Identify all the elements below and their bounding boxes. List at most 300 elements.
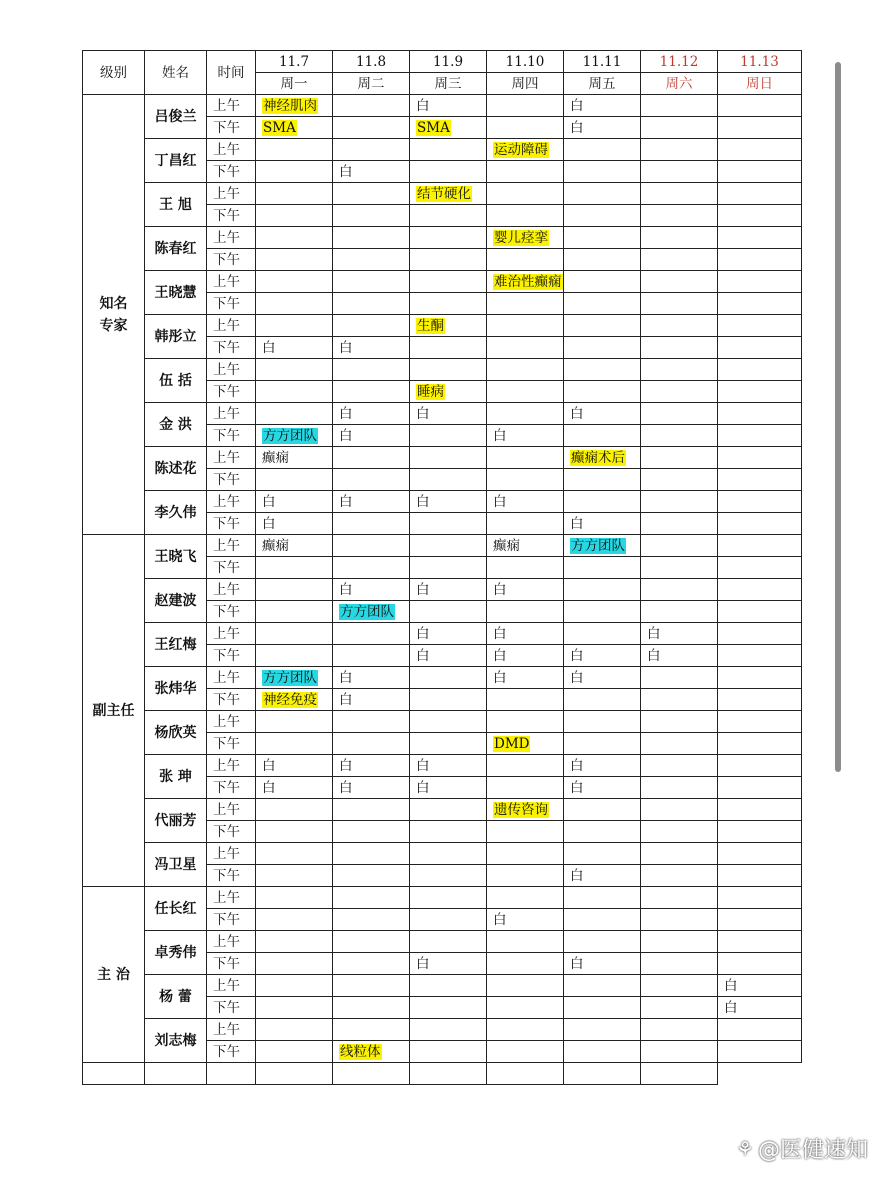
empty-cell <box>487 1063 564 1085</box>
schedule-cell <box>256 931 333 953</box>
schedule-row <box>83 183 802 205</box>
header-date-row <box>83 51 802 73</box>
schedule-row <box>83 579 802 601</box>
schedule-cell-text: 睡病 <box>417 383 444 400</box>
schedule-cell <box>333 821 410 843</box>
schedule-cell <box>256 953 333 975</box>
schedule-cell <box>718 821 802 843</box>
schedule-cell <box>564 1019 641 1041</box>
schedule-cell-text: 白 <box>262 493 276 510</box>
empty-cell <box>333 1063 410 1085</box>
schedule-cell <box>256 337 333 359</box>
time-slot-label: 下午 <box>207 777 256 799</box>
schedule-cell <box>256 447 333 469</box>
schedule-cell <box>641 865 718 887</box>
schedule-cell <box>333 139 410 161</box>
time-slot-label: 下午 <box>207 249 256 271</box>
time-slot-label: 上午 <box>207 623 256 645</box>
schedule-cell <box>256 227 333 249</box>
schedule-cell <box>487 623 564 645</box>
schedule-cell-text: 白 <box>493 647 507 664</box>
schedule-cell <box>487 95 564 117</box>
time-slot-label: 上午 <box>207 271 256 293</box>
schedule-cell-text: 方方团队 <box>340 603 394 620</box>
schedule-cell-text: 白 <box>570 647 584 664</box>
time-slot-label: 上午 <box>207 1019 256 1041</box>
schedule-cell <box>410 117 487 139</box>
schedule-cell <box>487 821 564 843</box>
schedule-cell-text: 白 <box>339 163 353 180</box>
schedule-cell <box>410 315 487 337</box>
schedule-cell <box>333 579 410 601</box>
schedule-cell <box>256 821 333 843</box>
schedule-cell-text: 白 <box>339 757 353 774</box>
time-slot-label: 上午 <box>207 799 256 821</box>
time-slot-label: 下午 <box>207 425 256 447</box>
schedule-cell <box>256 513 333 535</box>
schedule-cell-text: 难治性癫痫 <box>494 273 562 290</box>
schedule-cell-text: 白 <box>724 977 738 994</box>
schedule-cell <box>718 183 802 205</box>
schedule-cell-text: 白 <box>570 779 584 796</box>
schedule-cell <box>256 293 333 315</box>
schedule-cell <box>333 1019 410 1041</box>
time-slot-label: 上午 <box>207 139 256 161</box>
schedule-cell <box>256 557 333 579</box>
schedule-cell-text: 白 <box>724 999 738 1016</box>
schedule-cell <box>410 711 487 733</box>
schedule-cell <box>718 667 802 689</box>
schedule-cell <box>718 1041 802 1063</box>
schedule-cell <box>641 909 718 931</box>
schedule-cell-text: 癫痫 <box>493 537 520 554</box>
schedule-cell <box>410 557 487 579</box>
schedule-cell-text: 白 <box>647 647 661 664</box>
schedule-row <box>83 975 802 997</box>
schedule-cell <box>256 469 333 491</box>
schedule-cell <box>487 953 564 975</box>
schedule-cell <box>564 997 641 1019</box>
doctor-name: 陈述花 <box>145 447 207 491</box>
schedule-cell-text: 白 <box>647 625 661 642</box>
schedule-cell <box>718 755 802 777</box>
schedule-cell-text: 白 <box>339 669 353 686</box>
schedule-cell <box>333 403 410 425</box>
schedule-cell-text: 结节硬化 <box>417 185 471 202</box>
schedule-cell <box>718 689 802 711</box>
schedule-cell <box>410 777 487 799</box>
schedule-cell <box>487 469 564 491</box>
schedule-cell <box>564 645 641 667</box>
schedule-cell <box>256 95 333 117</box>
schedule-cell <box>410 887 487 909</box>
schedule-cell <box>641 843 718 865</box>
schedule-cell <box>410 425 487 447</box>
schedule-cell-text: 白 <box>416 625 430 642</box>
doctor-name: 冯卫星 <box>145 843 207 887</box>
schedule-cell <box>718 117 802 139</box>
schedule-cell <box>333 711 410 733</box>
schedule-cell <box>256 865 333 887</box>
doctor-name: 王红梅 <box>145 623 207 667</box>
schedule-cell <box>410 359 487 381</box>
schedule-cell <box>256 249 333 271</box>
schedule-cell <box>564 623 641 645</box>
schedule-cell-text: 白 <box>416 493 430 510</box>
schedule-cell <box>333 337 410 359</box>
schedule-cell <box>487 887 564 909</box>
schedule-cell <box>718 271 802 293</box>
schedule-cell <box>718 909 802 931</box>
schedule-cell <box>333 777 410 799</box>
schedule-cell <box>333 161 410 183</box>
schedule-cell <box>718 425 802 447</box>
schedule-cell <box>487 337 564 359</box>
schedule-cell <box>256 843 333 865</box>
schedule-cell-text: 神经肌肉 <box>263 97 317 114</box>
doctor-name: 吕俊兰 <box>145 95 207 139</box>
schedule-cell <box>410 227 487 249</box>
doctor-name: 王晓飞 <box>145 535 207 579</box>
schedule-cell-text: 方方团队 <box>263 427 317 444</box>
schedule-row <box>83 623 802 645</box>
schedule-cell <box>718 799 802 821</box>
schedule-cell-text: 白 <box>262 515 276 532</box>
schedule-cell <box>333 513 410 535</box>
schedule-cell-text: 白 <box>570 119 584 136</box>
schedule-cell <box>410 645 487 667</box>
schedule-cell <box>564 931 641 953</box>
empty-cell <box>83 1063 145 1085</box>
schedule-cell-text: 白 <box>416 779 430 796</box>
schedule-cell <box>333 425 410 447</box>
schedule-cell <box>564 249 641 271</box>
schedule-cell-text: 白 <box>416 97 430 114</box>
schedule-cell <box>333 293 410 315</box>
doctor-name: 陈春红 <box>145 227 207 271</box>
schedule-cell <box>718 403 802 425</box>
schedule-cell-text: DMD <box>494 735 530 752</box>
schedule-cell <box>718 579 802 601</box>
schedule-cell <box>410 975 487 997</box>
schedule-cell <box>564 667 641 689</box>
time-slot-label: 上午 <box>207 755 256 777</box>
schedule-cell <box>641 117 718 139</box>
schedule-cell <box>410 799 487 821</box>
schedule-cell <box>410 535 487 557</box>
doctor-name: 代丽芳 <box>145 799 207 843</box>
schedule-cell <box>641 227 718 249</box>
schedule-cell <box>256 777 333 799</box>
schedule-table <box>82 50 802 1085</box>
schedule-cell <box>641 711 718 733</box>
schedule-cell <box>256 733 333 755</box>
schedule-cell <box>487 293 564 315</box>
schedule-cell <box>256 799 333 821</box>
time-slot-label: 下午 <box>207 161 256 183</box>
schedule-cell <box>718 315 802 337</box>
schedule-cell <box>487 359 564 381</box>
schedule-cell <box>410 601 487 623</box>
schedule-cell <box>641 733 718 755</box>
schedule-cell-text: 白 <box>570 757 584 774</box>
schedule-cell <box>333 535 410 557</box>
schedule-cell <box>718 227 802 249</box>
schedule-cell <box>487 139 564 161</box>
schedule-cell <box>641 139 718 161</box>
schedule-cell <box>718 711 802 733</box>
header-time: 时间 <box>207 51 256 95</box>
schedule-cell <box>718 887 802 909</box>
time-slot-label: 下午 <box>207 865 256 887</box>
schedule-row <box>83 1019 802 1041</box>
schedule-cell <box>564 579 641 601</box>
schedule-cell <box>487 799 564 821</box>
schedule-cell <box>564 315 641 337</box>
schedule-cell <box>641 821 718 843</box>
schedule-row <box>83 843 802 865</box>
schedule-cell <box>410 337 487 359</box>
header-weekday: 周六 <box>641 73 718 95</box>
schedule-cell <box>641 1041 718 1063</box>
schedule-cell <box>256 689 333 711</box>
vertical-scrollbar[interactable] <box>835 62 841 772</box>
schedule-cell-text: 白 <box>570 669 584 686</box>
schedule-cell <box>718 997 802 1019</box>
schedule-cell-text: 白 <box>339 691 353 708</box>
schedule-cell <box>718 843 802 865</box>
schedule-cell <box>718 249 802 271</box>
category-label: 主 治 <box>83 887 145 1063</box>
time-slot-label: 上午 <box>207 931 256 953</box>
watermark <box>736 1133 868 1164</box>
schedule-row <box>83 667 802 689</box>
header-date: 11.12 <box>641 51 718 73</box>
schedule-cell-text: 白 <box>493 493 507 510</box>
category-label: 副主任 <box>83 535 145 887</box>
doctor-name: 金 洪 <box>145 403 207 447</box>
schedule-cell <box>410 623 487 645</box>
schedule-cell <box>333 95 410 117</box>
schedule-cell-text: 白 <box>493 669 507 686</box>
schedule-cell <box>256 359 333 381</box>
header-name: 姓名 <box>145 51 207 95</box>
schedule-cell <box>410 249 487 271</box>
time-slot-label: 上午 <box>207 887 256 909</box>
schedule-cell <box>564 161 641 183</box>
schedule-cell <box>256 491 333 513</box>
schedule-cell-text: 白 <box>339 581 353 598</box>
schedule-cell <box>641 997 718 1019</box>
schedule-cell-text: 白 <box>339 493 353 510</box>
schedule-cell <box>333 689 410 711</box>
schedule-cell <box>256 755 333 777</box>
schedule-cell <box>333 447 410 469</box>
schedule-cell-text: 白 <box>570 97 584 114</box>
schedule-cell <box>487 271 564 293</box>
schedule-cell <box>256 139 333 161</box>
schedule-cell <box>410 139 487 161</box>
schedule-row <box>83 447 802 469</box>
schedule-cell <box>487 579 564 601</box>
schedule-cell <box>641 381 718 403</box>
schedule-row <box>83 799 802 821</box>
schedule-cell <box>641 777 718 799</box>
schedule-cell <box>718 491 802 513</box>
time-slot-label: 上午 <box>207 95 256 117</box>
empty-cell <box>256 1063 333 1085</box>
time-slot-label: 下午 <box>207 469 256 491</box>
schedule-cell <box>718 975 802 997</box>
schedule-cell-text: 白 <box>493 581 507 598</box>
schedule-cell <box>333 601 410 623</box>
schedule-cell <box>718 601 802 623</box>
schedule-cell <box>564 821 641 843</box>
schedule-cell <box>333 271 410 293</box>
schedule-cell <box>564 689 641 711</box>
header-date: 11.10 <box>487 51 564 73</box>
schedule-cell <box>641 513 718 535</box>
schedule-cell <box>410 271 487 293</box>
header-date: 11.7 <box>256 51 333 73</box>
schedule-cell-text: 婴儿痉挛 <box>494 229 548 246</box>
time-slot-label: 下午 <box>207 733 256 755</box>
time-slot-label: 上午 <box>207 579 256 601</box>
schedule-cell <box>333 249 410 271</box>
time-slot-label: 下午 <box>207 601 256 623</box>
header-weekday: 周五 <box>564 73 641 95</box>
schedule-cell <box>641 469 718 491</box>
time-slot-label: 下午 <box>207 117 256 139</box>
schedule-cell <box>641 205 718 227</box>
schedule-cell <box>487 557 564 579</box>
schedule-cell <box>333 381 410 403</box>
schedule-cell <box>718 513 802 535</box>
schedule-cell-text: SMA <box>263 119 296 136</box>
schedule-cell <box>333 623 410 645</box>
schedule-cell <box>641 799 718 821</box>
time-slot-label: 上午 <box>207 535 256 557</box>
schedule-cell <box>564 205 641 227</box>
schedule-cell <box>410 821 487 843</box>
time-slot-label: 上午 <box>207 491 256 513</box>
schedule-cell <box>564 865 641 887</box>
schedule-cell <box>333 843 410 865</box>
schedule-cell-text: 白 <box>416 405 430 422</box>
schedule-cell <box>718 733 802 755</box>
schedule-cell <box>487 513 564 535</box>
schedule-cell <box>564 139 641 161</box>
schedule-cell <box>333 359 410 381</box>
schedule-cell <box>564 95 641 117</box>
schedule-cell <box>641 931 718 953</box>
schedule-cell <box>641 293 718 315</box>
schedule-cell <box>487 777 564 799</box>
schedule-cell <box>487 491 564 513</box>
empty-cell <box>145 1063 207 1085</box>
schedule-cell <box>256 1019 333 1041</box>
time-slot-label: 下午 <box>207 1041 256 1063</box>
schedule-cell-text: 白 <box>493 625 507 642</box>
schedule-cell <box>256 623 333 645</box>
time-slot-label: 下午 <box>207 557 256 579</box>
time-slot-label: 上午 <box>207 447 256 469</box>
schedule-cell <box>718 535 802 557</box>
schedule-cell <box>564 403 641 425</box>
schedule-cell <box>641 183 718 205</box>
schedule-cell <box>333 755 410 777</box>
schedule-cell <box>256 271 333 293</box>
schedule-cell-text: 白 <box>339 427 353 444</box>
schedule-cell <box>718 139 802 161</box>
schedule-cell <box>641 491 718 513</box>
schedule-cell <box>256 909 333 931</box>
schedule-cell <box>410 909 487 931</box>
schedule-cell <box>333 183 410 205</box>
schedule-cell-text: 癫痫术后 <box>571 449 625 466</box>
schedule-cell-text: 白 <box>339 339 353 356</box>
schedule-cell <box>256 425 333 447</box>
schedule-cell <box>564 513 641 535</box>
schedule-cell <box>718 645 802 667</box>
schedule-cell <box>487 1041 564 1063</box>
time-slot-label: 上午 <box>207 359 256 381</box>
schedule-cell <box>487 403 564 425</box>
schedule-cell <box>487 425 564 447</box>
schedule-cell <box>487 711 564 733</box>
doctor-name: 张 珅 <box>145 755 207 799</box>
schedule-cell <box>641 161 718 183</box>
schedule-cell-text: 白 <box>570 515 584 532</box>
schedule-cell <box>333 667 410 689</box>
schedule-cell <box>256 205 333 227</box>
schedule-cell <box>564 975 641 997</box>
schedule-cell <box>410 403 487 425</box>
schedule-cell <box>333 117 410 139</box>
schedule-cell <box>333 953 410 975</box>
header-date: 11.11 <box>564 51 641 73</box>
schedule-cell <box>333 975 410 997</box>
schedule-cell <box>410 381 487 403</box>
doctor-name: 卓秀伟 <box>145 931 207 975</box>
schedule-cell-text: SMA <box>417 119 450 136</box>
time-slot-label: 上午 <box>207 667 256 689</box>
schedule-cell-text: 神经免疫 <box>263 691 317 708</box>
schedule-cell <box>564 843 641 865</box>
time-slot-label: 下午 <box>207 205 256 227</box>
time-slot-label: 上午 <box>207 711 256 733</box>
schedule-cell <box>487 447 564 469</box>
schedule-cell-text: 白 <box>339 405 353 422</box>
time-slot-label: 上午 <box>207 315 256 337</box>
schedule-cell <box>487 733 564 755</box>
schedule-cell <box>564 491 641 513</box>
header-weekday: 周一 <box>256 73 333 95</box>
schedule-cell <box>487 975 564 997</box>
schedule-cell <box>564 469 641 491</box>
schedule-cell <box>410 161 487 183</box>
schedule-cell <box>487 865 564 887</box>
doctor-name: 刘志梅 <box>145 1019 207 1063</box>
schedule-cell <box>487 249 564 271</box>
schedule-cell <box>564 1041 641 1063</box>
schedule-cell <box>718 623 802 645</box>
schedule-cell <box>641 95 718 117</box>
schedule-cell <box>564 337 641 359</box>
schedule-cell <box>641 623 718 645</box>
time-slot-label: 下午 <box>207 909 256 931</box>
schedule-cell <box>641 975 718 997</box>
